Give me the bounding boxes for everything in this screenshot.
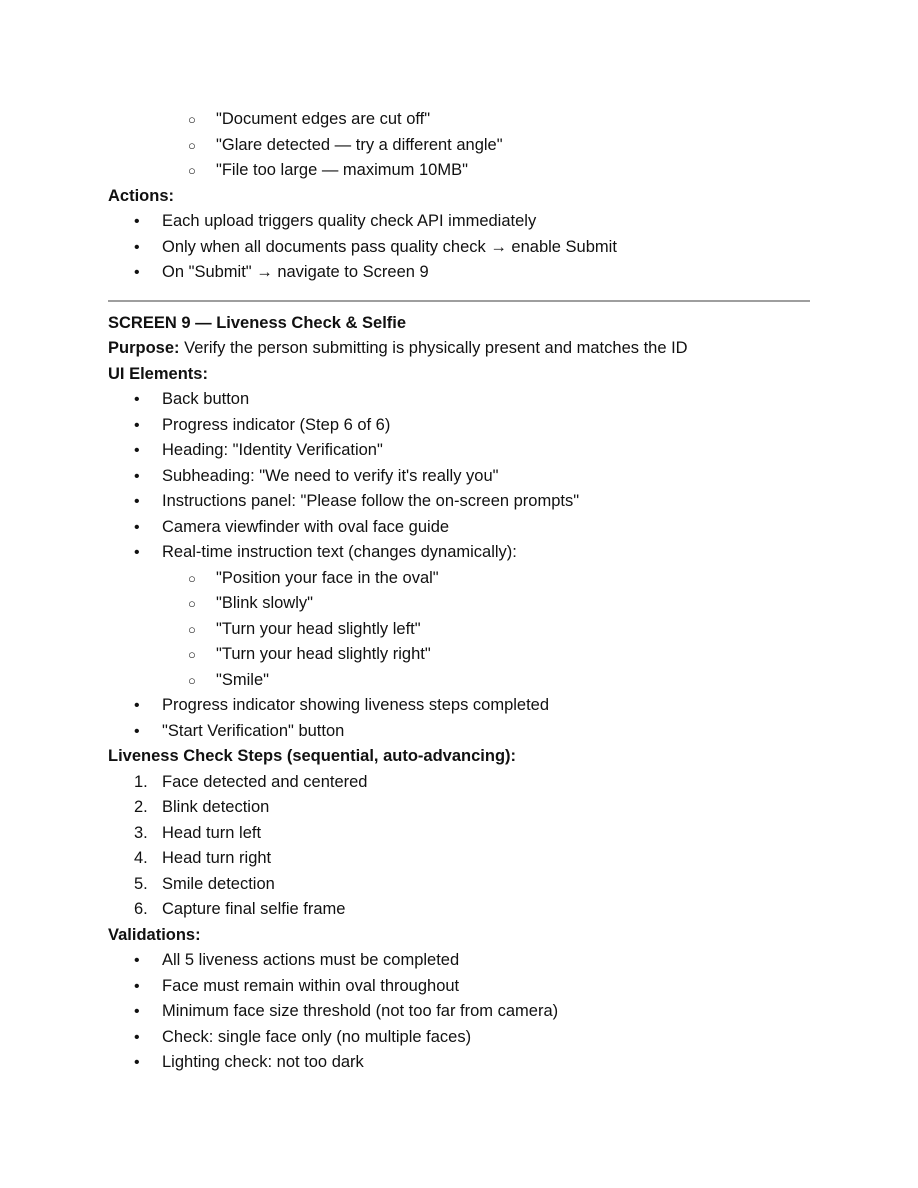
ui-element-item [108, 515, 810, 541]
validation-text: Minimum face size threshold (not too far from camera) [162, 1002, 559, 1020]
step-text: Face detected and centered [162, 772, 368, 791]
bullet-marker: • [134, 1028, 140, 1046]
step-text: Capture final selfie frame [162, 900, 346, 918]
validation-item [108, 948, 810, 974]
validations-heading: Validations: [108, 925, 201, 944]
bullet-marker: • [134, 697, 140, 714]
ui-element-item [108, 489, 810, 515]
ui-element-text: Heading: "Identity Verification" [162, 441, 383, 459]
bullet-marker: • [134, 467, 140, 485]
liveness-step [108, 897, 810, 923]
sub-bullet-marker: ○ [188, 647, 196, 662]
sub-bullet-item [108, 107, 810, 133]
ui-element-text: Progress indicator (Step 6 of 6) [162, 415, 391, 434]
screen-title: SCREEN 9 — Liveness Check & Selfie [108, 313, 407, 332]
sub-bullet-text: "File too large — maximum 10MB" [216, 161, 468, 179]
liveness-step [108, 795, 810, 821]
step-text: Head turn left [162, 823, 262, 842]
sub-bullet-item [108, 158, 810, 184]
ui-element-text: Progress indicator showing liveness steps completed [162, 696, 550, 714]
horizontal-divider [108, 300, 810, 302]
validation-item [108, 999, 810, 1025]
ui-element-text: "Start Verification" button [162, 721, 345, 740]
liveness-heading: Liveness Check Steps (sequential, auto-advancing): [108, 747, 517, 765]
ui-element-item [108, 438, 810, 464]
ui-element-text: Real-time instruction text (changes dynamically): [162, 543, 517, 561]
liveness-step [108, 846, 810, 872]
step-text: Blink detection [162, 798, 270, 816]
sub-bullet-marker: ○ [188, 570, 196, 586]
action-item [108, 209, 810, 235]
bullet-marker: • [134, 238, 140, 256]
validation-item [108, 1050, 810, 1076]
instruction-text: "Smile" [216, 670, 269, 689]
ui-element-item [108, 693, 810, 719]
bullet-marker: • [134, 416, 140, 434]
validation-text: Lighting check: not too dark [162, 1053, 364, 1071]
liveness-step [108, 770, 810, 796]
sub-bullet-marker: ○ [188, 672, 196, 688]
action-item [108, 235, 810, 261]
bullet-marker: • [134, 442, 140, 459]
action-text: On "Submit" → navigate to Screen 9 [162, 263, 429, 281]
action-text: Only when all documents pass quality check → enable Submit [162, 237, 617, 256]
ui-elements-heading: UI Elements: [108, 364, 208, 383]
validation-text: All 5 liveness actions must be completed [162, 951, 460, 969]
sub-bullet-marker: ○ [188, 112, 196, 127]
ui-element-text: Subheading: "We need to verify it's really you" [162, 466, 499, 485]
actions-heading: Actions: [108, 186, 174, 205]
step-text: Smile detection [162, 874, 275, 893]
sub-bullet-marker: ○ [188, 621, 196, 637]
instruction-sub-item [108, 591, 810, 617]
bullet-marker: • [134, 977, 140, 995]
sub-bullet-marker: ○ [188, 137, 196, 153]
purpose-line [108, 336, 810, 362]
bullet-marker: • [134, 518, 140, 536]
bullet-marker: • [134, 544, 140, 561]
bullet-marker: • [134, 391, 140, 408]
step-number: 5. [134, 874, 148, 893]
validation-text: Face must remain within oval throughout [162, 976, 460, 995]
bullet-marker: • [134, 1003, 140, 1020]
instruction-text: "Turn your head slightly right" [216, 645, 431, 663]
instruction-sub-item [108, 566, 810, 592]
step-number: 4. [134, 849, 148, 867]
instruction-sub-item [108, 642, 810, 668]
ui-element-text: Back button [162, 390, 250, 408]
bullet-marker: • [134, 264, 140, 281]
ui-element-item [108, 540, 810, 566]
sub-bullet-marker: ○ [188, 163, 196, 178]
ui-element-item [108, 413, 810, 439]
bullet-marker: • [134, 493, 140, 510]
bullet-marker: • [134, 1054, 140, 1071]
ui-element-item [108, 387, 810, 413]
step-number: 3. [134, 823, 148, 842]
liveness-step [108, 872, 810, 898]
bullet-marker: • [134, 952, 140, 969]
bullet-marker: • [134, 722, 140, 740]
validation-item [108, 1025, 810, 1051]
instruction-text: "Turn your head slightly left" [216, 619, 421, 638]
ui-element-item [108, 464, 810, 490]
step-number: 2. [134, 798, 148, 816]
action-text: Each upload triggers quality check API immediately [162, 212, 537, 230]
instruction-text: "Position your face in the oval" [216, 568, 439, 587]
validation-item [108, 974, 810, 1000]
ui-element-text: Instructions panel: "Please follow the on-screen prompts" [162, 492, 580, 510]
instruction-text: "Blink slowly" [216, 594, 313, 612]
ui-element-text: Camera viewfinder with oval face guide [162, 517, 450, 536]
step-text: Head turn right [162, 849, 272, 867]
bullet-marker: • [134, 213, 140, 230]
step-number: 6. [134, 900, 148, 918]
sub-bullet-item [108, 133, 810, 159]
instruction-sub-item [108, 668, 810, 694]
instruction-sub-item [108, 617, 810, 643]
document-content [108, 107, 810, 1076]
ui-element-item [108, 719, 810, 745]
purpose-label: Purpose: [108, 339, 180, 357]
liveness-step [108, 821, 810, 847]
sub-bullet-text: "Document edges are cut off" [216, 110, 431, 128]
step-number: 1. [134, 772, 148, 791]
validation-text: Check: single face only (no multiple faces) [162, 1027, 472, 1046]
purpose-text: Verify the person submitting is physically present and matches the ID [179, 339, 688, 357]
action-item [108, 260, 810, 286]
sub-bullet-text: "Glare detected — try a different angle" [216, 135, 503, 154]
sub-bullet-marker: ○ [188, 596, 196, 611]
